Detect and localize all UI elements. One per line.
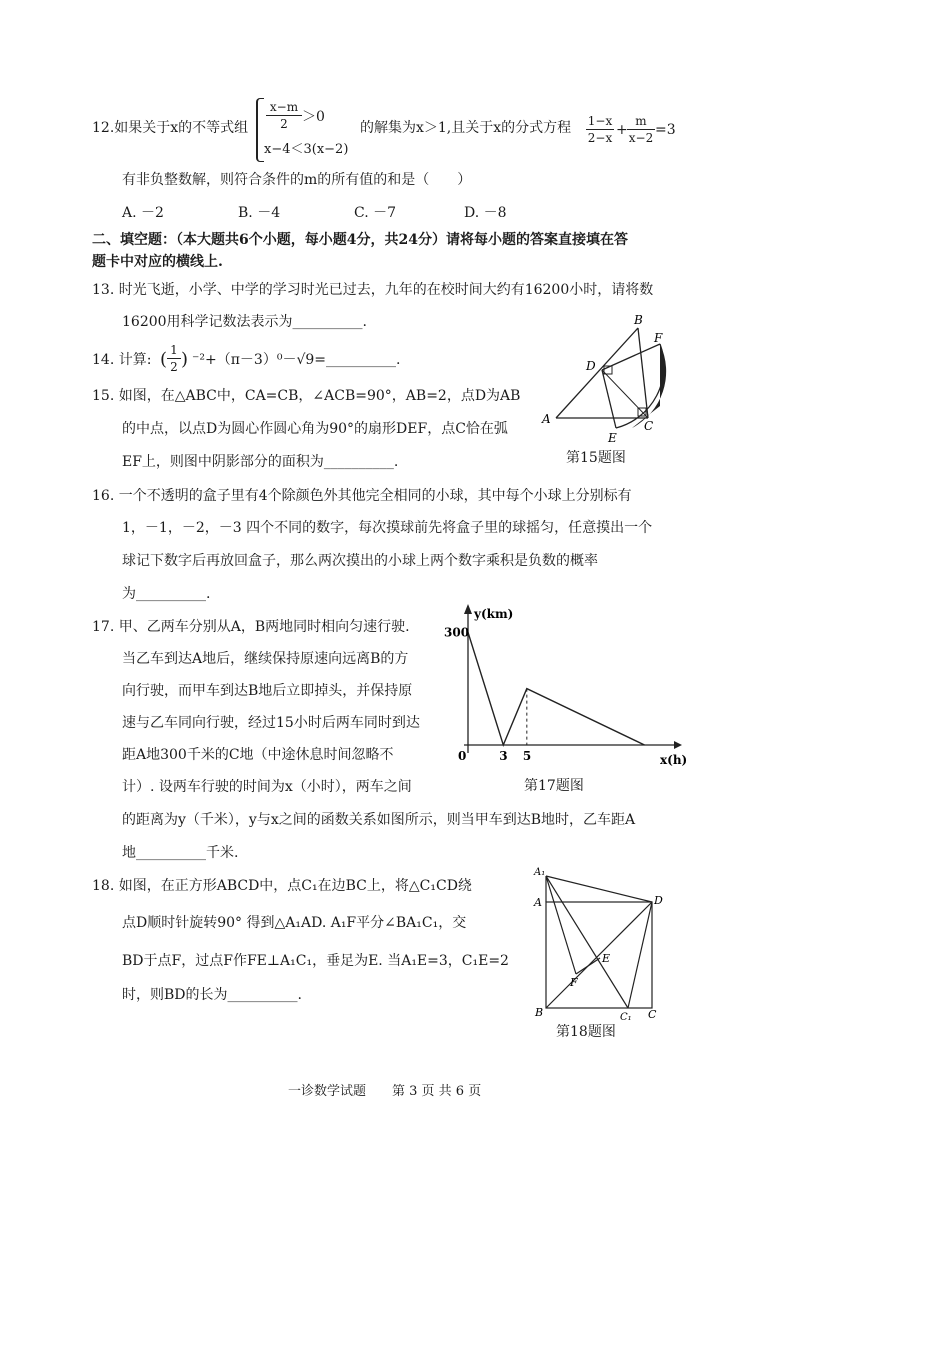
q18-figure <box>530 862 670 1022</box>
q17-x-axis-label: x(h) <box>660 753 688 767</box>
q17-x-tick-label: 0 <box>458 749 467 763</box>
q12-fraction-2: m x−2 <box>628 114 654 145</box>
q15-caption: 第15题图 <box>566 450 626 466</box>
q17-chart <box>438 598 690 774</box>
q17-line7: 的距离为y（千米），y与x之间的函数关系如图所示，则当甲车到达B地时，乙车距A <box>122 812 636 828</box>
q16-line4: 为__________. <box>122 586 211 602</box>
q18-segment-a1c1 <box>546 876 628 1008</box>
q18-label-d: D <box>654 894 663 907</box>
q17-line8: 地__________千米. <box>122 845 239 861</box>
q17-y-tick-label: 300 <box>444 625 470 640</box>
q15-segment-bc <box>638 328 648 418</box>
q12-eq: =3 <box>655 122 676 138</box>
q17-line1: 17. 甲、乙两车分别从A，B两地同时相向匀速行驶. <box>92 619 410 635</box>
q15-label-d: D <box>586 359 596 373</box>
q15-label-c: C <box>644 419 654 433</box>
q18-label-e: E <box>602 952 611 965</box>
q15-figure <box>540 312 680 447</box>
q18-label-c: C <box>648 1008 657 1021</box>
q17-x-tick-label: 5 <box>522 749 532 763</box>
q15-line2: 的中点，以点D为圆心作圆心角为90°的扇形DEF，点C恰在弧 <box>122 421 508 437</box>
q14-prefix: 14. 计算: <box>92 352 152 368</box>
q16-line1: 16. 一个不透明的盒子里有4个除颜色外其他完全相同的小球，其中每个小球上分别标有 <box>92 488 632 504</box>
q12-option-b: B. －4 <box>238 205 281 221</box>
q15-label-b: B <box>634 313 643 327</box>
q16-line3: 球记下数字后再放回盒子，那么两次摸出的小球上两个数字乘积是负数的概率 <box>122 553 598 569</box>
q15-label-f: F <box>654 331 663 345</box>
q12-fraction-1: 1−x 2−x <box>587 114 613 145</box>
q18-label-b: B <box>535 1006 544 1019</box>
q12-ineq1-rel: ＞0 <box>302 109 325 125</box>
q12-line2: 有非负整数解，则符合条件的m的所有值的和是（ ） <box>122 172 472 188</box>
section2-heading-cont: 题卡中对应的横线上. <box>92 254 223 270</box>
q16-line2: 1，－1，－2，－3 四个不同的数字，每次摸球前先将盒子里的球摇匀，任意摸出一个 <box>122 520 653 536</box>
q12-ineq1-fraction: x−m 2 <box>266 100 302 131</box>
q17-series-line <box>468 632 645 745</box>
q13-line2: 16200用科学记数法表示为__________. <box>122 314 367 330</box>
q18-line1: 18. 如图，在正方形ABCD中，点C₁在边BC上，将△C₁CD绕 <box>92 878 472 894</box>
q15-segment-ab <box>556 328 638 418</box>
q18-segment-fe <box>576 958 600 974</box>
section2-heading: 二、填空题：（本大题共6个小题，每小题4分，共24分）请将每小题的答案直接填在答 <box>92 232 628 248</box>
q18-line3: BD于点F，过点F作FE⊥A₁C₁，垂足为E. 当A₁E=3，C₁E=2 <box>122 953 509 969</box>
q12-ineq2: x−4＜3(x−2) <box>264 142 349 157</box>
q14-rest: ⁻²+（π－3）⁰－√9=__________. <box>192 352 401 368</box>
q15-segment-de <box>602 370 616 428</box>
q14-paren-close: ) <box>181 349 189 370</box>
q12-prefix: 12.如果关于x的不等式组 <box>92 120 249 136</box>
q15-label-e: E <box>608 431 617 445</box>
q18-segment-a1f <box>546 876 576 974</box>
q12-option-d: D. －8 <box>464 205 507 221</box>
q14-paren-open: ( <box>160 349 168 370</box>
q17-x-axis-arrow <box>674 741 682 749</box>
q18-line4: 时，则BD的长为__________. <box>122 987 302 1003</box>
q17-line3: 向行驶，而甲车到达B地后立即掉头，并保持原 <box>122 683 413 699</box>
q18-segment-bd <box>546 902 652 1008</box>
q17-caption: 第17题图 <box>524 778 584 794</box>
q12-system-brace <box>256 98 264 162</box>
q18-label-c1: C₁ <box>620 1012 632 1022</box>
q13-line1: 13. 时光飞逝，小学、中学的学习时光已过去，九年的在校时间大约有16200小时，请将数 <box>92 282 654 298</box>
q12-option-a: A. －2 <box>122 205 164 221</box>
q18-label-a1: A₁ <box>534 867 546 878</box>
page-footer: 一诊数学试题 第 3 页 共 6 页 <box>288 1084 482 1099</box>
q12-middle: 的解集为x＞1,且关于x的分式方程 <box>360 120 572 136</box>
q17-y-axis-arrow <box>464 604 472 614</box>
q17-line2: 当乙车到达A地后，继续保持原速向远离B的方 <box>122 651 409 667</box>
q15-segment-dc <box>602 370 648 418</box>
q17-line4: 速与乙车同向行驶，经过15小时后两车同时到达 <box>122 715 420 731</box>
q18-caption: 第18题图 <box>556 1024 616 1040</box>
q15-line3: EF上，则图中阴影部分的面积为__________. <box>122 454 399 470</box>
q14-fraction: 1 2 <box>167 343 181 374</box>
q17-line6: 计）. 设两车行驶的时间为x（小时），两车之间 <box>122 779 412 795</box>
q18-label-f: F <box>570 976 578 989</box>
q15-line1: 15. 如图，在△ABC中，CA=CB，∠ACB=90°，AB=2，点D为AB <box>92 388 521 404</box>
q18-segment-dc1 <box>628 902 652 1008</box>
q18-line2: 点D顺时针旋转90° 得到△A₁AD. A₁F平分∠BA₁C₁，交 <box>122 915 467 931</box>
q15-label-a: A <box>542 412 551 426</box>
q17-x-tick-label: 3 <box>499 749 508 763</box>
q12-option-c: C. －7 <box>354 205 397 221</box>
q17-y-axis-label: y(km) <box>474 607 514 621</box>
q15-arc-ef <box>616 344 664 428</box>
q17-line5: 距A地300千米的C地（中途休息时间忽略不 <box>122 747 394 763</box>
q18-label-a: A <box>534 896 542 909</box>
q12-plus: + <box>616 122 628 138</box>
q18-segment-a1d <box>546 876 652 902</box>
